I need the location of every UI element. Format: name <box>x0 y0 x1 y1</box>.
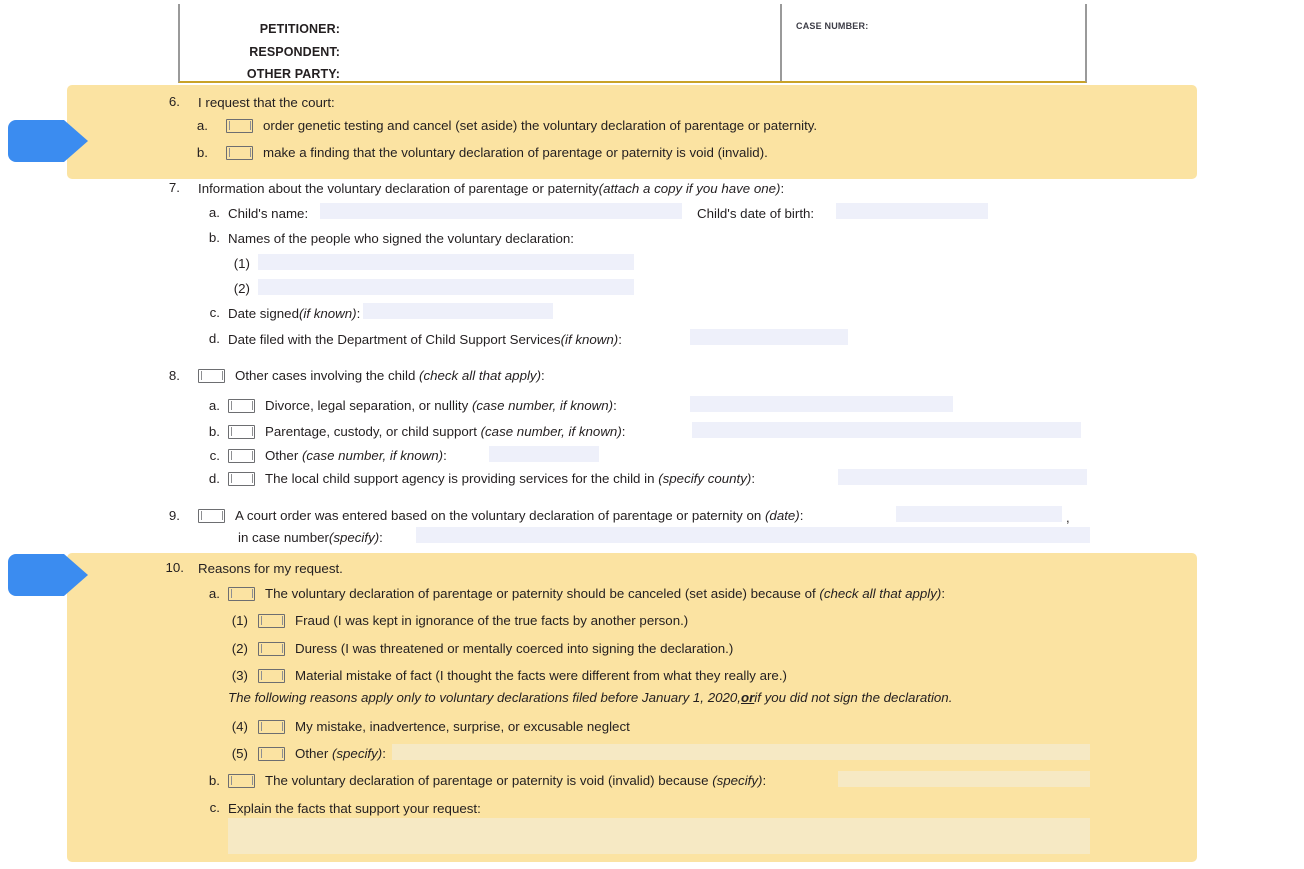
item-10-number: 10. <box>165 560 184 575</box>
field-case-number-parentage[interactable] <box>692 422 1081 438</box>
item-8-heading-italic: (check all that apply) <box>419 368 541 383</box>
item-8b-label-italic: (case number, if known) <box>480 424 622 439</box>
item-6b-number: b. <box>196 145 208 160</box>
item-10a-label <box>265 585 945 602</box>
item-8d-label-pre: The local child support agency is providing services for the child in <box>265 471 659 486</box>
item-10b-label <box>265 772 766 789</box>
field-date-signed[interactable] <box>363 303 553 319</box>
item-8d-label <box>265 470 755 487</box>
item-8a-label-post: : <box>613 398 617 413</box>
checkbox-6b[interactable] <box>226 146 253 160</box>
item-6a-label: order genetic testing and cancel (set aside) the voluntary declaration of parentage or paternity. <box>263 118 818 133</box>
item-8c-label-post: : <box>443 448 447 463</box>
item-9-number: 9. <box>168 508 180 523</box>
field-void-specify[interactable] <box>838 771 1090 787</box>
item-7c-label-italic: (if known) <box>298 306 357 321</box>
field-order-date[interactable] <box>896 506 1062 522</box>
item-7a-number: a. <box>208 205 220 220</box>
item-9-label-italic: (date) <box>765 508 800 523</box>
item-10a2-label: Duress (I was threatened or mentally coerced into signing the declaration.) <box>295 641 734 656</box>
field-other-specify[interactable] <box>392 744 1090 760</box>
item-8d-label-post: : <box>751 471 756 486</box>
item-6a-number: a. <box>196 118 208 133</box>
field-order-case-number[interactable] <box>416 527 1090 543</box>
item-10a3-number: (3) <box>231 668 248 683</box>
respondent-label: RESPONDENT: <box>249 45 340 59</box>
item-8a-label-pre: Divorce, legal separation, or nullity <box>265 398 472 413</box>
item-7a-label: Child's name: <box>228 206 309 221</box>
item-10a1-number: (1) <box>231 613 248 628</box>
checkbox-8c[interactable] <box>228 449 255 463</box>
field-specify-county[interactable] <box>838 469 1087 485</box>
item-8-heading-post: : <box>541 368 545 383</box>
petitioner-label: PETITIONER: <box>259 22 340 36</box>
item-7b-number: b. <box>208 230 220 245</box>
checkbox-9[interactable] <box>198 509 225 523</box>
item-7d-label-post: : <box>618 332 622 347</box>
item-8b-number: b. <box>208 424 220 439</box>
field-child-name[interactable] <box>320 203 682 219</box>
item-10a5-label-pre: Other <box>295 746 332 761</box>
checkbox-10a[interactable] <box>228 587 255 601</box>
item-10a2-number: (2) <box>231 641 248 656</box>
item-8c-label-italic: (case number, if known) <box>301 448 444 463</box>
item-10a5-number: (5) <box>231 746 248 761</box>
item-7d-label-italic: (if known) <box>560 332 619 347</box>
item-8c-label <box>265 447 447 464</box>
checkbox-8[interactable] <box>198 369 225 383</box>
field-case-number-other[interactable] <box>489 446 599 462</box>
item-7d-label-pre: Date filed with the Department of Child Support Services <box>228 332 561 347</box>
item-9-label-pre: A court order was entered based on the voluntary declaration of parentage or paternity on <box>235 508 765 523</box>
field-date-filed-dcss[interactable] <box>690 329 848 345</box>
field-case-number-divorce[interactable] <box>690 396 953 412</box>
item-10a5-label-italic: (specify) <box>331 746 383 761</box>
item-10a5-label-post: : <box>382 746 386 761</box>
item-10a3-label: Material mistake of fact (I thought the facts were different from what they really are.) <box>295 668 787 683</box>
item-10-note-post: if you did not sign the declaration. <box>754 690 953 705</box>
other-party-label: OTHER PARTY: <box>246 67 340 81</box>
item-7b2-number: (2) <box>233 281 250 296</box>
item-8a-label-italic: (case number, if known) <box>471 398 614 413</box>
field-signer-2[interactable] <box>258 279 634 295</box>
item-7-heading-post: : <box>780 181 785 196</box>
item-9-label-post: : <box>799 508 804 523</box>
checkbox-8a[interactable] <box>228 399 255 413</box>
item-8a-label <box>265 397 617 414</box>
item-7b-label: Names of the people who signed the voluntary declaration: <box>228 231 574 246</box>
checkbox-6a[interactable] <box>226 119 253 133</box>
item-7a-label-2: Child's date of birth: <box>697 206 815 221</box>
checkbox-10a4-my-mistake[interactable] <box>258 720 285 734</box>
item-7-heading <box>198 180 784 197</box>
checkbox-10a3-material-mistake[interactable] <box>258 669 285 683</box>
item-10a-label-italic: (check all that apply) <box>819 586 942 601</box>
callout-arrow-item-10 <box>8 552 90 603</box>
field-child-dob[interactable] <box>836 203 988 219</box>
item-7c-label <box>228 305 360 322</box>
item-8d-label-italic: (specify county) <box>658 471 752 486</box>
item-8b-label <box>265 423 625 440</box>
checkbox-10a2-duress[interactable] <box>258 642 285 656</box>
checkbox-8d[interactable] <box>228 472 255 486</box>
textarea-explain-facts[interactable] <box>228 818 1090 854</box>
item-10-note-or: or <box>740 690 755 705</box>
item-10b-label-pre: The voluntary declaration of parentage or paternity is void (invalid) because <box>265 773 713 788</box>
case-number-label: CASE NUMBER: <box>796 21 869 31</box>
item-7c-number: c. <box>209 305 220 320</box>
item-9-line2 <box>238 529 383 546</box>
item-8a-number: a. <box>208 398 220 413</box>
item-9-label <box>235 507 803 524</box>
item-7-heading-italic: (attach a copy if you have one) <box>598 181 781 196</box>
item-6b-label: make a finding that the voluntary declaration of parentage or paternity is void (invalid). <box>263 145 768 160</box>
item-9-line2-italic: (specify) <box>328 530 380 545</box>
checkbox-8b[interactable] <box>228 425 255 439</box>
item-7d-number: d. <box>208 331 220 346</box>
item-8b-label-pre: Parentage, custody, or child support <box>265 424 481 439</box>
checkbox-10a1-fraud[interactable] <box>258 614 285 628</box>
item-9-line2-post: : <box>379 530 383 545</box>
item-8c-number: c. <box>209 448 220 463</box>
item-8-heading-pre: Other cases involving the child <box>235 368 420 383</box>
item-10a1-label: Fraud (I was kept in ignorance of the true facts by another person.) <box>295 613 689 628</box>
item-8-heading <box>235 367 545 384</box>
item-7c-label-post: : <box>356 306 361 321</box>
item-10b-label-italic: (specify) <box>712 773 763 788</box>
item-10a4-label: My mistake, inadvertence, surprise, or excusable neglect <box>295 719 630 734</box>
item-8d-number: d. <box>208 471 220 486</box>
item-10b-label-post: : <box>762 773 767 788</box>
item-10c-label: Explain the facts that support your request: <box>228 801 481 816</box>
item-10-note-pre: The following reasons apply only to voluntary declarations filed before January 1, 2020, <box>228 690 741 705</box>
item-6-number: 6. <box>168 94 180 109</box>
item-10a-number: a. <box>208 586 220 601</box>
item-7c-label-pre: Date signed <box>228 306 299 321</box>
item-10-note <box>228 689 952 706</box>
checkbox-10a5-other[interactable] <box>258 747 285 761</box>
item-10a-label-post: : <box>941 586 946 601</box>
item-10a4-number: (4) <box>231 719 248 734</box>
item-7-number: 7. <box>168 180 180 195</box>
item-7b1-number: (1) <box>233 256 250 271</box>
item-7d-label <box>228 331 622 348</box>
item-10-heading: Reasons for my request. <box>198 561 343 576</box>
item-9-line2-pre: in case number <box>238 530 329 545</box>
item-10a5-label <box>295 745 386 762</box>
item-10c-number: c. <box>209 800 220 815</box>
item-10b-number: b. <box>208 773 220 788</box>
item-9-comma: , <box>1066 510 1070 525</box>
item-7-heading-pre: Information about the voluntary declaration of parentage or paternity <box>198 181 599 196</box>
item-8-number: 8. <box>168 368 180 383</box>
item-8b-label-post: : <box>621 424 626 439</box>
field-signer-1[interactable] <box>258 254 634 270</box>
checkbox-10b[interactable] <box>228 774 255 788</box>
callout-arrow-item-6 <box>8 118 90 169</box>
item-6-heading: I request that the court: <box>198 95 335 110</box>
item-8c-label-pre: Other <box>265 448 302 463</box>
item-10a-label-pre: The voluntary declaration of parentage or paternity should be canceled (set aside) because of <box>265 586 820 601</box>
